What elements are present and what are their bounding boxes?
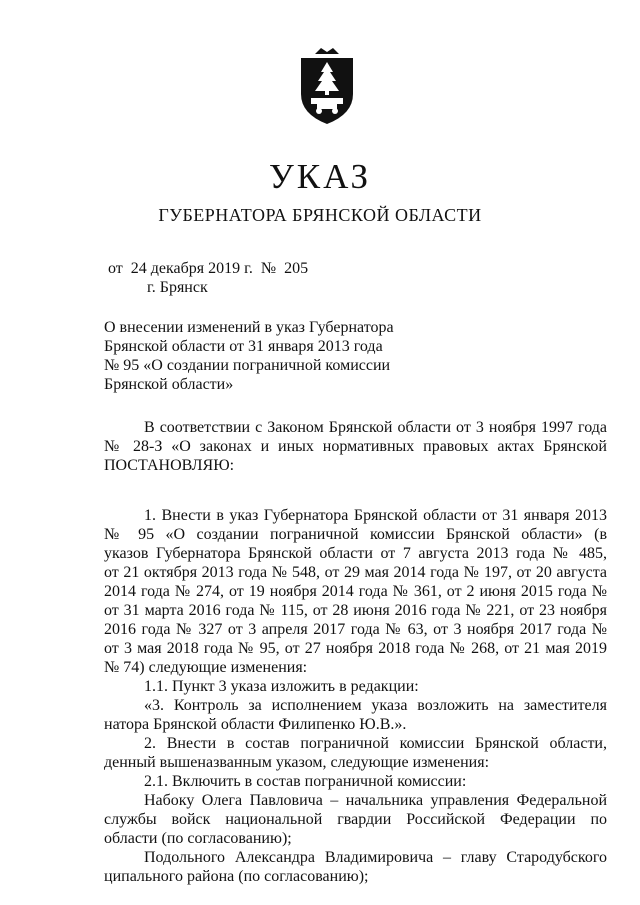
item-line: «3. Контроль за исполнением указа возложить на заместителя xyxy=(144,697,607,714)
item-line: от 3 мая 2018 года № 95, от 27 ноября 2018 года № 268, от 21 мая 2019 xyxy=(104,640,607,657)
item-line: службы войск национальной гвардии Российской Федерации по xyxy=(104,811,607,828)
item-line: 1.1. Пункт 3 указа изложить в редакции: xyxy=(144,678,419,695)
paragraph-gap xyxy=(104,475,607,487)
item-line: Подольного Александра Владимировича – главу Стародубского xyxy=(144,849,607,866)
item-line: ципального района (по согласованию); xyxy=(104,868,369,885)
subject-line: № 95 «О создании пограничной комиссии xyxy=(104,357,391,374)
item-line: натора Брянской области Филипенко Ю.В.». xyxy=(104,716,407,733)
item-line: Набоку Олега Павловича – начальника управления Федеральной xyxy=(144,792,607,809)
item-line: области (по согласованию); xyxy=(104,830,292,847)
preamble-line: В соответствии с Законом Брянской области от 3 ноября 1997 года xyxy=(144,419,607,436)
decree-date-number: от 24 декабря 2019 г. № 205 xyxy=(108,260,309,277)
item-line: 2. Внести в состав пограничной комиссии Брянской области, xyxy=(144,735,607,752)
item-line: 1. Внести в указ Губернатора Брянской области от 31 января 2013 xyxy=(144,507,607,524)
preamble-line: № 28-З «О законах и иных нормативных правовых актах Брянской xyxy=(104,438,607,455)
document-title: УКАЗ xyxy=(268,157,372,196)
item-line: 2.1. Включить в состав пограничной комиссии: xyxy=(144,773,467,790)
subject-line: Брянской области от 31 января 2013 года xyxy=(104,338,383,355)
decree-body xyxy=(104,418,607,886)
decree-city: г. Брянск xyxy=(147,279,208,296)
item-line: от 31 марта 2016 года № 115, от 28 июня 2016 года № 221, от 23 ноября xyxy=(104,602,607,619)
item-line: № 74) следующие изменения: xyxy=(104,659,308,676)
decree-subject xyxy=(104,318,404,394)
subject-line: Брянской области» xyxy=(104,376,234,393)
coat-of-arms-icon xyxy=(295,46,359,126)
item-line: 2016 года № 327 от 3 апреля 2017 года № 63, от 3 ноября 2017 года № xyxy=(104,621,607,638)
document-subtitle: ГУБЕРНАТОРА БРЯНСКОЙ ОБЛАСТИ xyxy=(158,205,482,225)
item-line: денный вышеназванным указом, следующие изменения: xyxy=(104,754,490,771)
item-line: указов Губернатора Брянской области от 7 августа 2013 года № 485, xyxy=(104,545,607,562)
item-line: 2014 года № 274, от 19 ноября 2014 года № 361, от 2 июня 2015 года № xyxy=(104,583,607,600)
subject-line: О внесении изменений в указ Губернатора xyxy=(104,319,394,336)
item-line: от 21 октября 2013 года № 548, от 29 мая 2014 года № 197, от 20 августа xyxy=(104,564,607,581)
preamble-line: ПОСТАНОВЛЯЮ: xyxy=(104,457,235,474)
item-line: № 95 «О создании пограничной комиссии Брянской области» (в xyxy=(104,526,607,543)
